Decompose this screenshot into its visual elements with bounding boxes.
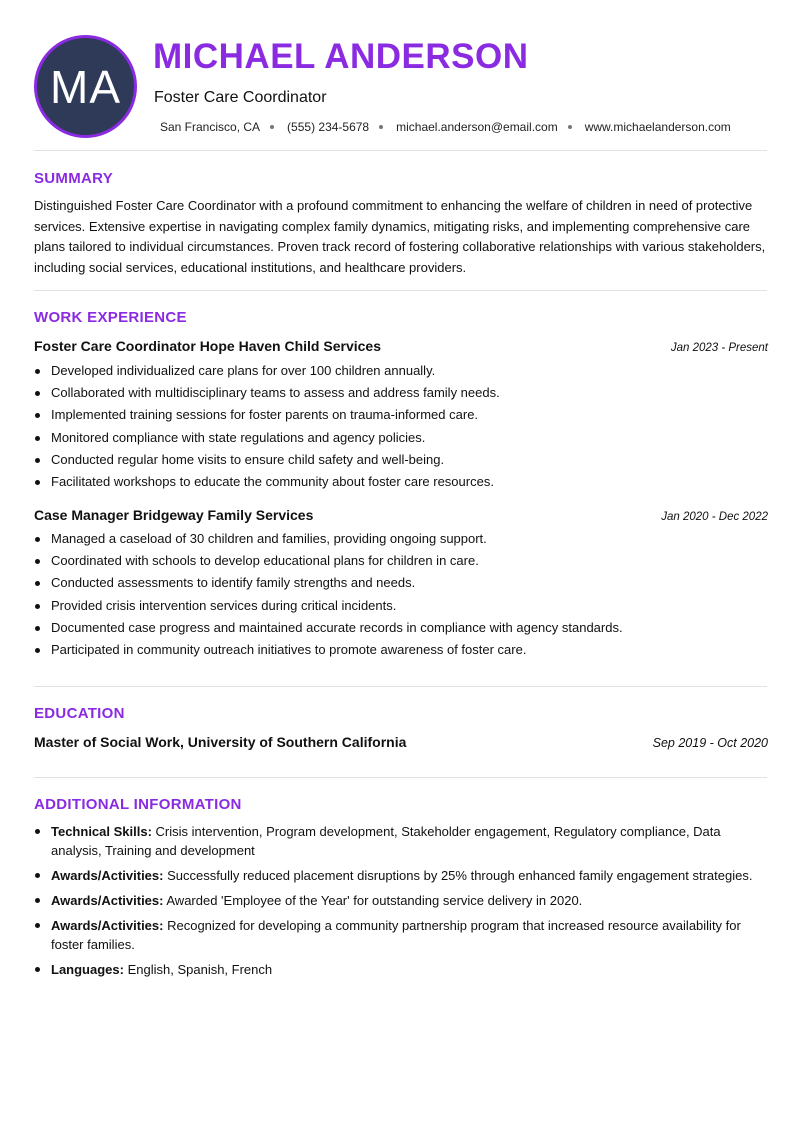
contact-website[interactable]: www.michaelanderson.com — [584, 120, 731, 134]
item-text: Crisis intervention, Program development, Stakeholder engagement, Regulatory compliance, Data analysis, Training and development — [51, 824, 721, 858]
summary-heading: SUMMARY — [34, 170, 114, 187]
job-dates: Jan 2020 - Dec 2022 — [661, 511, 768, 523]
list-item — [51, 866, 767, 885]
section-divider — [34, 150, 767, 151]
job-dates: Jan 2023 - Present — [670, 342, 768, 354]
list-item: Documented case progress and maintained accurate records in compliance with agency standards. — [51, 618, 767, 640]
list-item: Managed a caseload of 30 children and families, providing ongoing support. — [51, 529, 767, 551]
job-role: Foster Care Coordinator Hope Haven Child Services — [34, 338, 381, 354]
education-dates: Sep 2019 - Oct 2020 — [652, 736, 768, 750]
item-label: Languages: — [51, 962, 124, 977]
item-label: Awards/Activities: — [51, 918, 164, 933]
section-divider — [34, 686, 767, 687]
list-item: Participated in community outreach initiatives to promote awareness of foster care. — [51, 640, 767, 662]
list-item — [51, 822, 767, 860]
list-item — [51, 916, 767, 954]
section-divider — [34, 777, 767, 778]
contact-email[interactable]: michael.anderson@email.com — [396, 120, 558, 134]
education-degree: Master of Social Work, University of Southern California — [34, 734, 407, 750]
job-bullets — [51, 361, 767, 494]
item-label: Awards/Activities: — [51, 868, 164, 883]
job-header — [34, 338, 768, 354]
item-text: Recognized for developing a community partnership program that increased resource availability for foster families. — [51, 918, 741, 952]
job-role: Case Manager Bridgeway Family Services — [34, 507, 314, 523]
item-label: Technical Skills: — [51, 824, 152, 839]
list-item — [51, 891, 767, 910]
avatar — [34, 35, 137, 138]
separator-dot — [379, 125, 383, 129]
item-text: Successfully reduced placement disruptions by 25% through enhanced family engagement strategies. — [167, 868, 753, 883]
separator-dot — [568, 125, 572, 129]
section-divider — [34, 290, 767, 291]
item-text: English, Spanish, French — [127, 962, 273, 977]
education-heading: EDUCATION — [34, 705, 125, 722]
summary-text: Distinguished Foster Care Coordinator with a profound commitment to enhancing the welfare of children in need of protective services. Extensive expertise in navigating complex family dynamics, mitigating risks, and implementing comprehensive care plans tailored to individual circumstances. Proven track record of fostering collaborative relationships with various stakeholders, including social services, educational institutions, and healthcare providers. — [34, 198, 766, 275]
avatar-initials: MA — [50, 60, 121, 113]
candidate-name: MICHAEL ANDERSON — [153, 37, 529, 76]
list-item: Implemented training sessions for foster parents on trauma-informed care. — [51, 405, 767, 427]
list-item: Provided crisis intervention services during critical incidents. — [51, 596, 767, 618]
candidate-title: Foster Care Coordinator — [154, 89, 327, 106]
item-text: Awarded 'Employee of the Year' for outstanding service delivery in 2020. — [166, 893, 583, 908]
additional-heading: ADDITIONAL INFORMATION — [34, 796, 242, 813]
education-entry — [34, 734, 768, 750]
list-item: Conducted regular home visits to ensure child safety and well-being. — [51, 450, 767, 472]
experience-heading: WORK EXPERIENCE — [34, 309, 187, 326]
list-item: Coordinated with schools to develop educational plans for children in care. — [51, 551, 767, 573]
list-item: Monitored compliance with state regulations and agency policies. — [51, 428, 767, 450]
list-item: Developed individualized care plans for over 100 children annually. — [51, 361, 767, 383]
additional-list — [51, 822, 767, 985]
item-label: Awards/Activities: — [51, 893, 164, 908]
list-item: Facilitated workshops to educate the community about foster care resources. — [51, 472, 767, 494]
job-bullets — [51, 529, 767, 662]
job-header — [34, 507, 768, 523]
contact-location: San Francisco, CA — [160, 120, 261, 134]
list-item: Conducted assessments to identify family strengths and needs. — [51, 573, 767, 595]
separator-dot — [270, 125, 274, 129]
contact-phone: (555) 234-5678 — [287, 120, 370, 134]
list-item: Collaborated with multidisciplinary teams to assess and address family needs. — [51, 383, 767, 405]
contact-row — [160, 120, 731, 134]
list-item — [51, 960, 767, 979]
